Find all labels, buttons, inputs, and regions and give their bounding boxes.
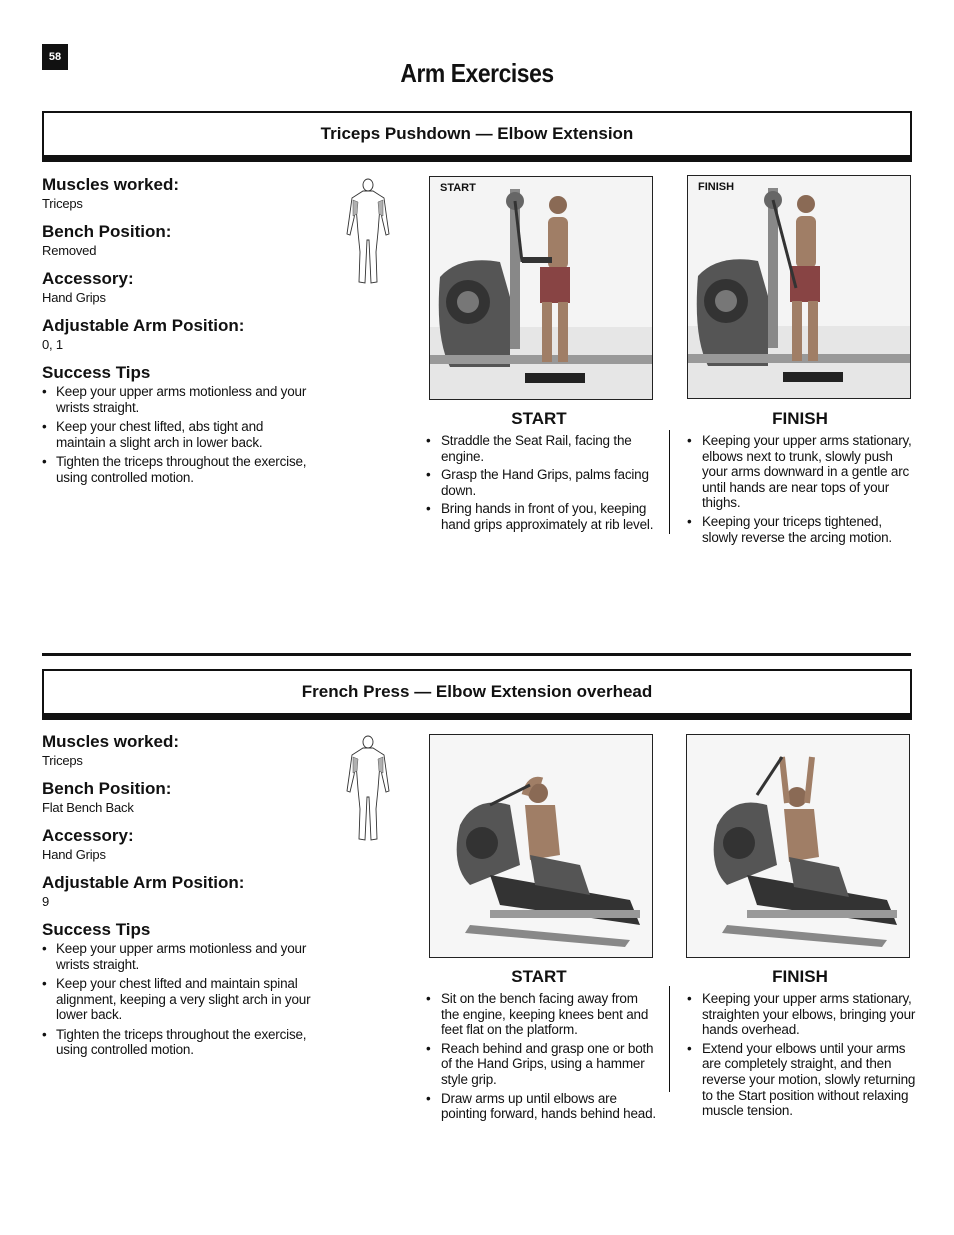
finish-photo-pushdown [687, 175, 911, 399]
bench-label: Bench Position: [42, 779, 172, 798]
bench-value: Removed [42, 243, 97, 258]
section-title-triceps-pushdown: Triceps Pushdown — Elbow Extension [42, 111, 912, 157]
machine-illustration-icon [430, 177, 653, 400]
column-divider [669, 430, 670, 534]
bench-value: Flat Bench Back [42, 800, 134, 815]
finish-heading: FINISH [772, 967, 828, 986]
accessory-label: Accessory: [42, 826, 134, 845]
tip-item: • Tighten the triceps throughout the exercise, using controlled motion. [42, 1027, 312, 1058]
muscles-label: Muscles worked: [42, 175, 179, 194]
start-heading: START [511, 967, 567, 986]
muscle-diagram-icon [340, 176, 396, 288]
step-item: • Extend your elbows until your arms are completely straight, and then reverse your motion, slowly returning to the Start position without relaxing muscle tension. [687, 1041, 917, 1119]
finish-photo-french-press [686, 734, 910, 958]
muscle-diagram-icon [340, 733, 396, 845]
tip-item: • Tighten the triceps throughout the exercise, using controlled motion. [42, 454, 312, 485]
finish-steps-list [687, 433, 917, 548]
photo-tag: FINISH [698, 181, 735, 193]
step-item: • Bring hands in front of you, keeping hand grips approximately at rib level. [426, 501, 658, 532]
start-steps-list [426, 991, 658, 1125]
tip-item: • Keep your upper arms motionless and your wrists straight. [42, 384, 312, 415]
arm-position-label: Adjustable Arm Position: [42, 873, 245, 892]
start-photo-pushdown [429, 176, 653, 400]
start-steps-list [426, 433, 658, 536]
finish-steps-list [687, 991, 917, 1122]
page-title: Arm Exercises [400, 58, 554, 88]
step-item: • Keeping your triceps tightened, slowly reverse the arcing motion. [687, 514, 917, 545]
tip-item: • Keep your chest lifted and maintain spinal alignment, keeping a very slight arch in your lower back. [42, 976, 312, 1023]
tip-item: • Keep your chest lifted, abs tight and maintain a slight arch in lower back. [42, 419, 312, 450]
exercise-info-2 [42, 732, 312, 1062]
bench-illustration-icon [687, 735, 910, 958]
column-divider [669, 986, 670, 1092]
machine-illustration-icon [688, 176, 911, 399]
success-tips-list [42, 941, 312, 1058]
start-heading: START [511, 409, 567, 428]
page-number: 58 [42, 44, 68, 70]
bench-label: Bench Position: [42, 222, 172, 241]
step-item: • Draw arms up until elbows are pointing forward, hands behind head. [426, 1091, 658, 1122]
accessory-value: Hand Grips [42, 290, 106, 305]
step-item: • Grasp the Hand Grips, palms facing down. [426, 467, 658, 498]
accessory-value: Hand Grips [42, 847, 106, 862]
finish-heading: FINISH [772, 409, 828, 428]
step-item: • Sit on the bench facing away from the engine, keeping knees bent and feet flat on the platform. [426, 991, 658, 1038]
arm-position-label: Adjustable Arm Position: [42, 316, 245, 335]
arm-position-value: 9 [42, 894, 50, 909]
success-tips-label: Success Tips [42, 920, 151, 939]
success-tips-list [42, 384, 312, 485]
exercise-info-1 [42, 175, 312, 489]
muscles-label: Muscles worked: [42, 732, 179, 751]
accessory-label: Accessory: [42, 269, 134, 288]
tip-item: • Keep your upper arms motionless and your wrists straight. [42, 941, 312, 972]
photo-tag: START [440, 182, 476, 194]
step-item: • Reach behind and grasp one or both of the Hand Grips, using a hammer style grip. [426, 1041, 658, 1088]
step-item: • Keeping your upper arms stationary, elbows next to trunk, slowly push your arms downward in a gentle arc until hands are near tops of your thighs. [687, 433, 917, 511]
section-divider [42, 653, 911, 656]
success-tips-label: Success Tips [42, 363, 151, 382]
step-item: • Straddle the Seat Rail, facing the engine. [426, 433, 658, 464]
muscles-value: Triceps [42, 753, 83, 768]
muscles-value: Triceps [42, 196, 83, 211]
bench-illustration-icon [430, 735, 653, 958]
start-photo-french-press [429, 734, 653, 958]
section-title-french-press: French Press — Elbow Extension overhead [42, 669, 912, 715]
arm-position-value: 0, 1 [42, 337, 63, 352]
step-item: • Keeping your upper arms stationary, straighten your elbows, bringing your hands overhead. [687, 991, 917, 1038]
